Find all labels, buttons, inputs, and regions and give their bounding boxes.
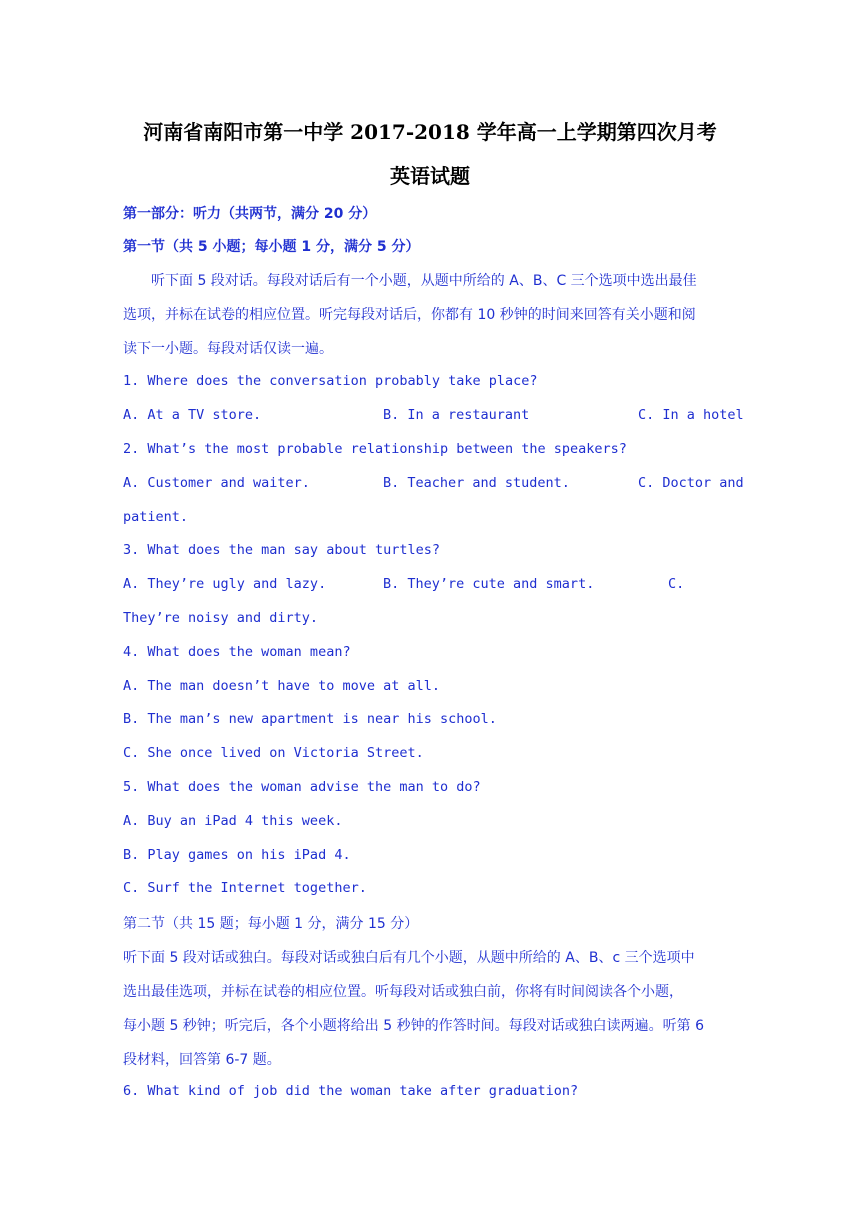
question-2-option-c: C. Doctor and bbox=[638, 475, 744, 491]
section1-instruction-line: 读下一小题。每段对话仅读一遍。 bbox=[123, 341, 333, 357]
section1-instruction-line: 听下面 5 段对话。每段对话后有一个小题，从题中所给的 A、B、C 三个选项中选出最佳 bbox=[151, 273, 697, 289]
question-5-option-c: C. Surf the Internet together. bbox=[123, 880, 367, 896]
question-1: 1. Where does the conversation probably take place? bbox=[123, 373, 538, 389]
section1-heading: 第一节（共 5 小题；每小题 1 分，满分 5 分） bbox=[123, 239, 420, 255]
section2-instruction-line: 选出最佳选项，并标在试卷的相应位置。听每段对话或独白前，你将有时间阅读各个小题， bbox=[123, 984, 683, 1000]
question-1-option-a: A. At a TV store. bbox=[123, 407, 262, 423]
question-1-option-c: C. In a hotel bbox=[638, 407, 744, 423]
question-4: 4. What does the woman mean? bbox=[123, 644, 351, 660]
question-3-option-c-continued: They’re noisy and dirty. bbox=[123, 610, 319, 626]
question-1-option-b: B. In a restaurant bbox=[383, 407, 530, 423]
question-2-option-c-continued: patient. bbox=[123, 509, 189, 525]
question-3: 3. What does the man say about turtles? bbox=[123, 542, 440, 558]
question-3-option-a: A. They’re ugly and lazy. bbox=[123, 576, 327, 592]
question-5-option-a: A. Buy an iPad 4 this week. bbox=[123, 813, 343, 829]
question-3-option-b: B. They’re cute and smart. bbox=[383, 576, 595, 592]
section2-instruction-line: 每小题 5 秒钟；听完后，各个小题将给出 5 秒钟的作答时间。每段对话或独白读两遍。听第 6 bbox=[123, 1018, 704, 1034]
question-2-option-b: B. Teacher and student. bbox=[383, 475, 570, 491]
part1-heading: 第一部分：听力（共两节，满分 20 分） bbox=[123, 206, 377, 222]
question-2: 2. What’s the most probable relationship between the speakers? bbox=[123, 441, 627, 457]
question-2-option-a: A. Customer and waiter. bbox=[123, 475, 310, 491]
exam-subtitle: 英语试题 bbox=[390, 164, 470, 188]
question-5-option-b: B. Play games on his iPad 4. bbox=[123, 847, 351, 863]
exam-title: 河南省南阳市第一中学 2017-2018 学年高一上学期第四次月考 bbox=[143, 120, 717, 144]
section2-instruction-line: 段材料，回答第 6-7 题。 bbox=[123, 1052, 281, 1068]
question-6: 6. What kind of job did the woman take after graduation? bbox=[123, 1083, 579, 1099]
section1-instruction-line: 选项，并标在试卷的相应位置。听完每段对话后，你都有 10 秒钟的时间来回答有关小题和阅 bbox=[123, 307, 696, 323]
question-5: 5. What does the woman advise the man to do? bbox=[123, 779, 481, 795]
question-4-option-c: C. She once lived on Victoria Street. bbox=[123, 745, 424, 761]
question-4-option-a: A. The man doesn’t have to move at all. bbox=[123, 678, 440, 694]
section2-instruction-line: 听下面 5 段对话或独白。每段对话或独白后有几个小题，从题中所给的 A、B、c 三个选项中 bbox=[123, 950, 695, 966]
section2-heading: 第二节（共 15 题；每小题 1 分，满分 15 分） bbox=[123, 916, 419, 932]
question-3-option-c: C. bbox=[668, 576, 685, 592]
question-4-option-b: B. The man’s new apartment is near his school. bbox=[123, 711, 497, 727]
